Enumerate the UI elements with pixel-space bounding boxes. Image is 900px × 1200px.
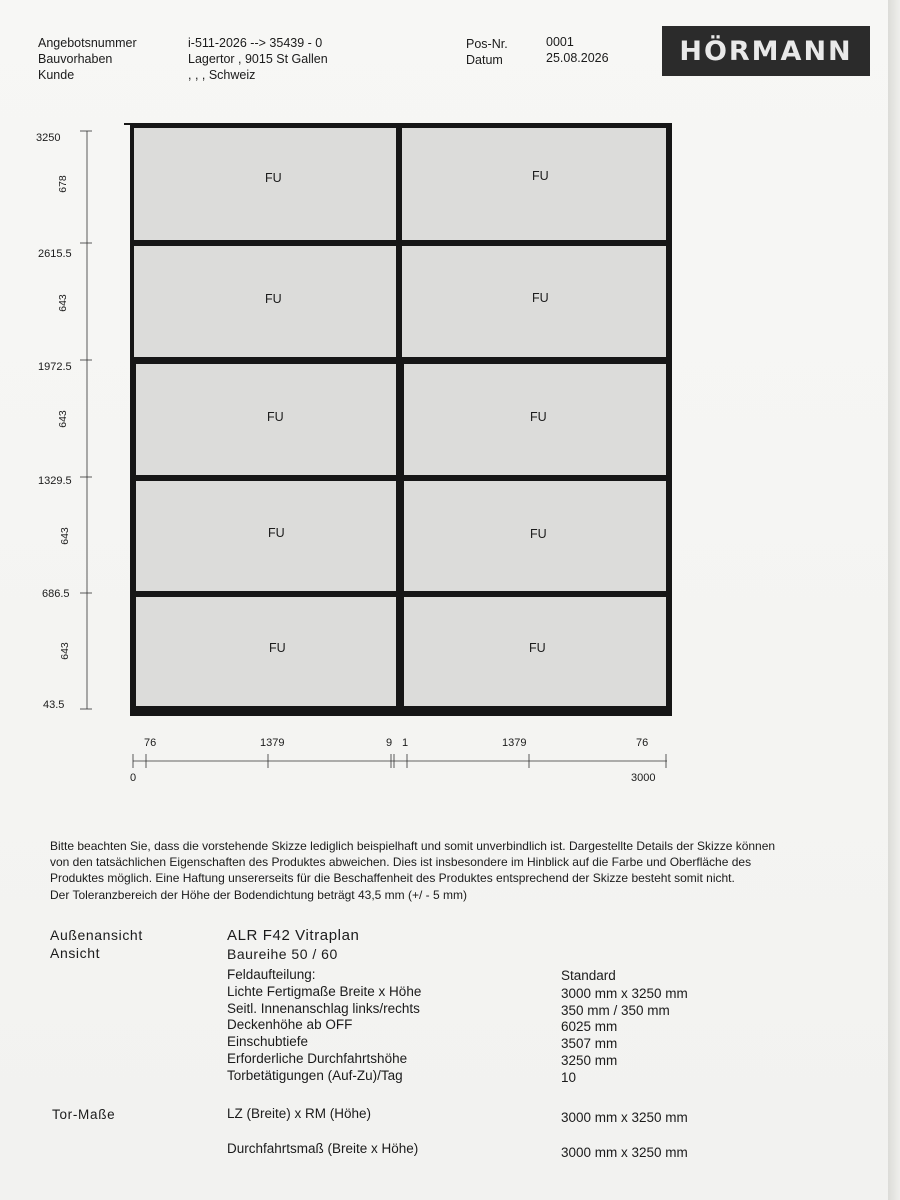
customer-label: Kunde	[38, 68, 75, 82]
tor-spec-value: 3000 mm x 3250 mm	[561, 1145, 688, 1160]
offer-number-value: i-511-2026 --> 35439 - 0	[188, 36, 323, 50]
door-panel	[136, 597, 396, 706]
position-value: 0001	[546, 35, 574, 49]
height-mark-2615: 2615.5	[38, 248, 72, 260]
width-segment-right: 76	[636, 737, 649, 749]
section-height-1: 678	[56, 175, 69, 193]
notice-line: Produktes möglich. Eine Haftung unsererseits für die Beschaffenheit des Produktes entsprechend der Skizze besteht somit nicht.	[50, 871, 735, 886]
project-value: Lagertor , 9015 St Gallen	[188, 52, 328, 66]
height-mark-1972: 1972.5	[38, 361, 72, 373]
hormann-logo: HÖRMANN	[662, 26, 870, 76]
section-height-4: 643	[58, 527, 71, 545]
width-segment-left: 76	[144, 737, 157, 749]
panel-label: FU	[530, 527, 547, 541]
spec-value: 3507 mm	[561, 1036, 618, 1051]
panel-label: FU	[265, 292, 282, 306]
tor-spec-label: Durchfahrtsmaß (Breite x Höhe)	[227, 1141, 419, 1156]
date-value: 25.08.2026	[546, 51, 609, 65]
panel-label: FU	[267, 410, 284, 424]
tor-measures-label: Tor-Maße	[52, 1107, 116, 1122]
spec-label: Seitl. Innenanschlag links/rechts	[227, 1001, 420, 1016]
door-panel	[402, 128, 666, 240]
spec-label: Lichte Fertigmaße Breite x Höhe	[227, 984, 422, 999]
panel-label: FU	[529, 641, 546, 655]
customer-value: , , , Schweiz	[188, 68, 256, 82]
spec-value: 10	[561, 1070, 577, 1085]
spec-value: 6025 mm	[561, 1019, 618, 1034]
width-segment-gap-2: 1	[402, 737, 409, 749]
spec-label: Deckenhöhe ab OFF	[227, 1017, 353, 1032]
section-height-5: 643	[58, 642, 71, 660]
spec-value: Standard	[561, 968, 616, 983]
spec-label: Torbetätigungen (Auf-Zu)/Tag	[227, 1068, 403, 1083]
width-end: 3000	[631, 772, 656, 784]
panel-label: FU	[265, 171, 282, 185]
height-mark-686: 686.5	[42, 588, 70, 600]
product-name: ALR F42 Vitraplan	[227, 927, 360, 944]
height-mark-3250: 3250	[36, 132, 61, 144]
product-series: Baureihe 50 / 60	[227, 946, 338, 962]
width-segment-field-1: 1379	[260, 737, 285, 749]
tor-spec-value: 3000 mm x 3250 mm	[561, 1110, 688, 1125]
spec-label: Feldaufteilung:	[227, 967, 316, 982]
panel-label: FU	[269, 641, 286, 655]
spec-value: 3250 mm	[561, 1053, 618, 1068]
offer-number-label: Angebotsnummer	[38, 36, 137, 50]
door-panel	[136, 481, 396, 591]
notice-line: Der Toleranzbereich der Höhe der Bodendichtung beträgt 43,5 mm (+/ - 5 mm)	[50, 887, 467, 902]
panel-label: FU	[532, 169, 549, 183]
spec-label: Erforderliche Durchfahrtshöhe	[227, 1051, 408, 1066]
tor-spec-label: LZ (Breite) x RM (Höhe)	[227, 1106, 372, 1121]
notice-line: Bitte beachten Sie, dass die vorstehende Skizze lediglich beispielhaft und somit unverbindlich ist. Dargestellte Details der Skizze können	[50, 839, 776, 853]
disclaimer-notice	[50, 838, 850, 903]
section-height-3: 643	[56, 410, 69, 428]
door-panel	[136, 364, 396, 475]
section-label-view: Ansicht	[50, 945, 101, 961]
panel-label: FU	[532, 291, 549, 305]
section-label-exterior: Außenansicht	[50, 927, 143, 943]
spec-label: Einschubtiefe	[227, 1034, 309, 1049]
position-label: Pos-Nr.	[466, 37, 508, 51]
project-label: Bauvorhaben	[38, 52, 113, 66]
width-segment-gap-1: 9	[386, 737, 393, 749]
notice-line: von den tatsächlichen Eigenschaften des Produktes abweichen. Dies ist insbesondere im Hinblick auf die Farbe und Oberfläche des	[50, 855, 752, 870]
panel-label: FU	[530, 410, 547, 424]
height-mark-1329: 1329.5	[38, 475, 72, 487]
width-segment-field-2: 1379	[502, 737, 527, 749]
spec-value: 3000 mm x 3250 mm	[561, 986, 688, 1001]
spec-value: 350 mm / 350 mm	[561, 1003, 670, 1018]
panel-label: FU	[268, 526, 285, 540]
width-start: 0	[130, 772, 137, 784]
section-height-2: 643	[56, 294, 69, 312]
height-mark-43: 43.5	[43, 699, 65, 711]
date-label: Datum	[466, 53, 503, 67]
